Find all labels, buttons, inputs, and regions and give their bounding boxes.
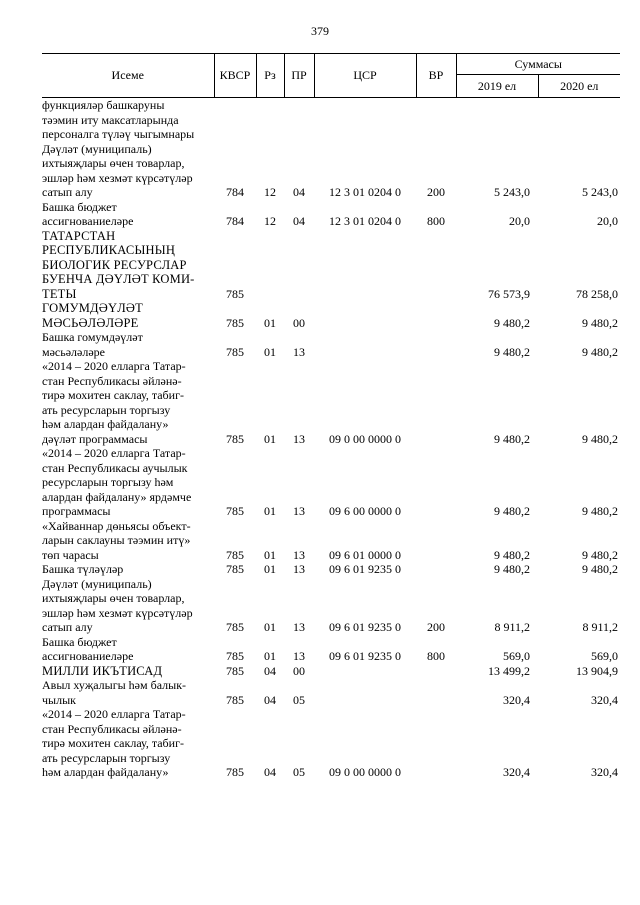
row-vr	[416, 229, 456, 302]
row-amount-2020: 20,0	[597, 214, 618, 228]
header-kvsr: КВСР	[214, 54, 256, 98]
row-rz: 01	[264, 562, 276, 576]
header-year-2019: 2019 ел	[456, 75, 538, 98]
header-sums: Суммасы	[456, 54, 620, 75]
header-year-2020: 2020 ел	[538, 75, 620, 98]
row-vr	[416, 359, 456, 446]
row-vr: 200	[427, 185, 445, 199]
row-pr: 13	[293, 431, 305, 446]
row-kvsr: 785	[226, 504, 244, 518]
row-name: Башка бюджет ассигнованиеләре	[42, 199, 134, 228]
row-vr	[416, 707, 456, 780]
row-name: Дәүләт (муниципаль) ихтыяҗлары өчен товарлар, эшләр һәм хезмәт күрсәтүләр сатып алу	[42, 576, 193, 634]
row-amount-2020: 9 480,2	[582, 504, 618, 518]
header-csr: ЦСР	[314, 54, 416, 98]
row-csr: 09 6 01 0000 0	[329, 547, 401, 562]
budget-table	[42, 53, 620, 780]
row-csr: 09 6 01 9235 0	[329, 562, 401, 576]
row-rz: 04	[264, 663, 276, 678]
row-vr	[416, 562, 456, 577]
table-row	[42, 519, 620, 563]
row-amount-2019: 8 911,2	[494, 620, 530, 634]
row-rz: 12	[264, 214, 276, 228]
row-csr	[314, 664, 416, 679]
row-name: ТАТАРСТАН РЕСПУБЛИКАСЫНЫҢ БИОЛОГИК РЕСУРСЛАР БУЕНЧА ДӘҮЛӘТ КОМИ- ТЕТЫ	[42, 228, 195, 301]
row-pr: 13	[293, 620, 305, 634]
row-kvsr: 785	[226, 649, 244, 663]
row-rz	[256, 229, 284, 302]
row-kvsr: 784	[226, 214, 244, 228]
row-amount-2019: 9 480,2	[494, 547, 530, 562]
row-kvsr: 785	[226, 286, 244, 301]
row-amount-2019: 9 480,2	[494, 431, 530, 446]
row-name: ГОМУМДӘҮЛӘТ МӘСЬӘЛӘЛӘРЕ	[42, 301, 143, 330]
row-amount-2019: 9 480,2	[494, 562, 530, 576]
row-kvsr: 785	[226, 431, 244, 446]
row-csr	[314, 330, 416, 359]
table-row	[42, 678, 620, 707]
table-row	[42, 359, 620, 446]
row-kvsr: 785	[226, 344, 244, 359]
row-vr	[416, 98, 456, 142]
row-csr: 09 6 01 9235 0	[329, 620, 401, 634]
row-pr: 00	[293, 663, 305, 678]
row-csr	[314, 229, 416, 302]
row-kvsr: 785	[226, 620, 244, 634]
row-name: Башка бюджет ассигнованиеләре	[42, 634, 134, 663]
row-amount-2019: 13 499,2	[488, 663, 530, 678]
row-vr: 200	[427, 620, 445, 634]
row-rz: 01	[264, 431, 276, 446]
table-row	[42, 635, 620, 664]
page-number: 379	[311, 24, 329, 38]
row-kvsr: 785	[226, 692, 244, 707]
table-row	[42, 142, 620, 200]
row-amount-2020	[538, 98, 620, 142]
row-pr: 05	[293, 692, 305, 707]
row-amount-2019	[456, 98, 538, 142]
row-vr	[416, 678, 456, 707]
row-pr	[284, 229, 314, 302]
row-rz: 04	[264, 765, 276, 779]
row-vr	[416, 664, 456, 679]
row-rz: 12	[264, 185, 276, 199]
table-row	[42, 707, 620, 780]
table-body	[42, 98, 620, 780]
row-rz: 01	[264, 620, 276, 634]
row-amount-2020: 8 911,2	[582, 620, 618, 634]
table-row	[42, 562, 620, 577]
row-vr: 800	[427, 649, 445, 663]
row-amount-2020: 320,4	[591, 692, 618, 707]
row-csr: 09 6 00 0000 0	[329, 504, 401, 518]
row-amount-2019: 20,0	[509, 214, 530, 228]
table-header	[42, 54, 620, 98]
table-row	[42, 446, 620, 519]
row-amount-2020: 9 480,2	[582, 547, 618, 562]
header-vr: ВР	[416, 54, 456, 98]
row-amount-2019: 76 573,9	[488, 286, 530, 301]
row-csr: 09 0 00 0000 0	[329, 765, 401, 779]
row-csr	[314, 98, 416, 142]
row-rz: 01	[264, 547, 276, 562]
header-pr: ПР	[284, 54, 314, 98]
row-amount-2020: 569,0	[591, 649, 618, 663]
row-kvsr: 785	[226, 562, 244, 576]
row-pr: 00	[293, 315, 305, 330]
row-name: МИЛЛИ ИКЪТИСАД	[42, 663, 163, 678]
row-amount-2019: 320,4	[503, 765, 530, 779]
row-amount-2020: 9 480,2	[582, 431, 618, 446]
row-rz: 04	[264, 692, 276, 707]
row-amount-2019: 569,0	[503, 649, 530, 663]
row-amount-2020: 78 258,0	[576, 286, 618, 301]
table-row	[42, 229, 620, 302]
row-rz	[256, 98, 284, 142]
header-rz: Рз	[256, 54, 284, 98]
row-pr: 13	[293, 562, 305, 576]
row-amount-2019: 9 480,2	[494, 315, 530, 330]
table-row	[42, 577, 620, 635]
row-amount-2020: 320,4	[591, 765, 618, 779]
row-pr: 04	[293, 185, 305, 199]
row-amount-2020: 9 480,2	[582, 344, 618, 359]
row-csr: 09 0 00 0000 0	[329, 431, 401, 446]
row-csr: 12 3 01 0204 0	[329, 185, 401, 199]
row-amount-2019: 320,4	[503, 692, 530, 707]
row-amount-2020: 5 243,0	[582, 185, 618, 199]
row-amount-2019: 9 480,2	[494, 344, 530, 359]
row-kvsr: 785	[226, 547, 244, 562]
row-pr	[284, 98, 314, 142]
row-pr: 05	[293, 765, 305, 779]
row-csr	[314, 301, 416, 330]
table-row	[42, 200, 620, 229]
row-kvsr: 785	[226, 663, 244, 678]
table-row	[42, 664, 620, 679]
table-row	[42, 98, 620, 142]
header-name: Исеме	[42, 54, 214, 98]
row-vr: 800	[427, 214, 445, 228]
row-csr: 09 6 01 9235 0	[329, 649, 401, 663]
row-amount-2020: 13 904,9	[576, 663, 618, 678]
row-pr: 13	[293, 649, 305, 663]
row-kvsr: 785	[226, 765, 244, 779]
table-row	[42, 301, 620, 330]
row-kvsr: 785	[226, 315, 244, 330]
row-kvsr: 784	[226, 185, 244, 199]
row-rz: 01	[264, 504, 276, 518]
row-vr	[416, 301, 456, 330]
row-name: Дәүләт (муниципаль) ихтыяҗлары өчен товарлар, эшләр һәм хезмәт күрсәтүләр сатып алу	[42, 141, 193, 199]
row-csr: 12 3 01 0204 0	[329, 214, 401, 228]
row-rz: 01	[264, 315, 276, 330]
row-kvsr	[214, 98, 256, 142]
row-name: «2014 – 2020 елларга Татар- стан Республикасы аучылык ресурсларын торгызу һәм алардан файдалану» ярдәмче программасы	[42, 446, 192, 518]
row-pr: 13	[293, 547, 305, 562]
row-vr	[416, 330, 456, 359]
row-pr: 13	[293, 344, 305, 359]
row-vr	[416, 519, 456, 563]
row-name: функцияләр башкаруны тәэмин иту максатларында персоналга түләү чыгымнары	[42, 98, 195, 141]
row-name: «Хайваннар дөньясы объект- ларын саклауны тәэмин итү» төп чарасы	[42, 518, 191, 562]
row-vr	[416, 446, 456, 519]
row-name: «2014 – 2020 елларга Татар- стан Республикасы әйләнә- тирә мохитен саклау, табиг- ать ресурсларын торгызу һәм алардан файдалану» дәүләт программасы	[42, 359, 186, 446]
table-row	[42, 330, 620, 359]
row-rz: 01	[264, 344, 276, 359]
row-amount-2020: 9 480,2	[582, 315, 618, 330]
row-name: «2014 – 2020 елларга Татар- стан Республикасы әйләнә- тирә мохитен саклау, табиг- ать ресурсларын торгызу һәм алардан файдалану»	[42, 707, 186, 779]
row-rz: 01	[264, 649, 276, 663]
row-name: Авыл хуҗалыгы һәм балык- чылык	[42, 678, 187, 707]
row-name: Башка гомумдәүләт мәсьәләләре	[42, 330, 143, 359]
row-amount-2019: 5 243,0	[494, 185, 530, 199]
row-amount-2020: 9 480,2	[582, 562, 618, 576]
row-pr: 13	[293, 504, 305, 518]
row-amount-2019: 9 480,2	[494, 504, 530, 518]
row-name: Башка түләүләр	[42, 562, 124, 576]
row-pr: 04	[293, 214, 305, 228]
row-csr	[314, 678, 416, 707]
